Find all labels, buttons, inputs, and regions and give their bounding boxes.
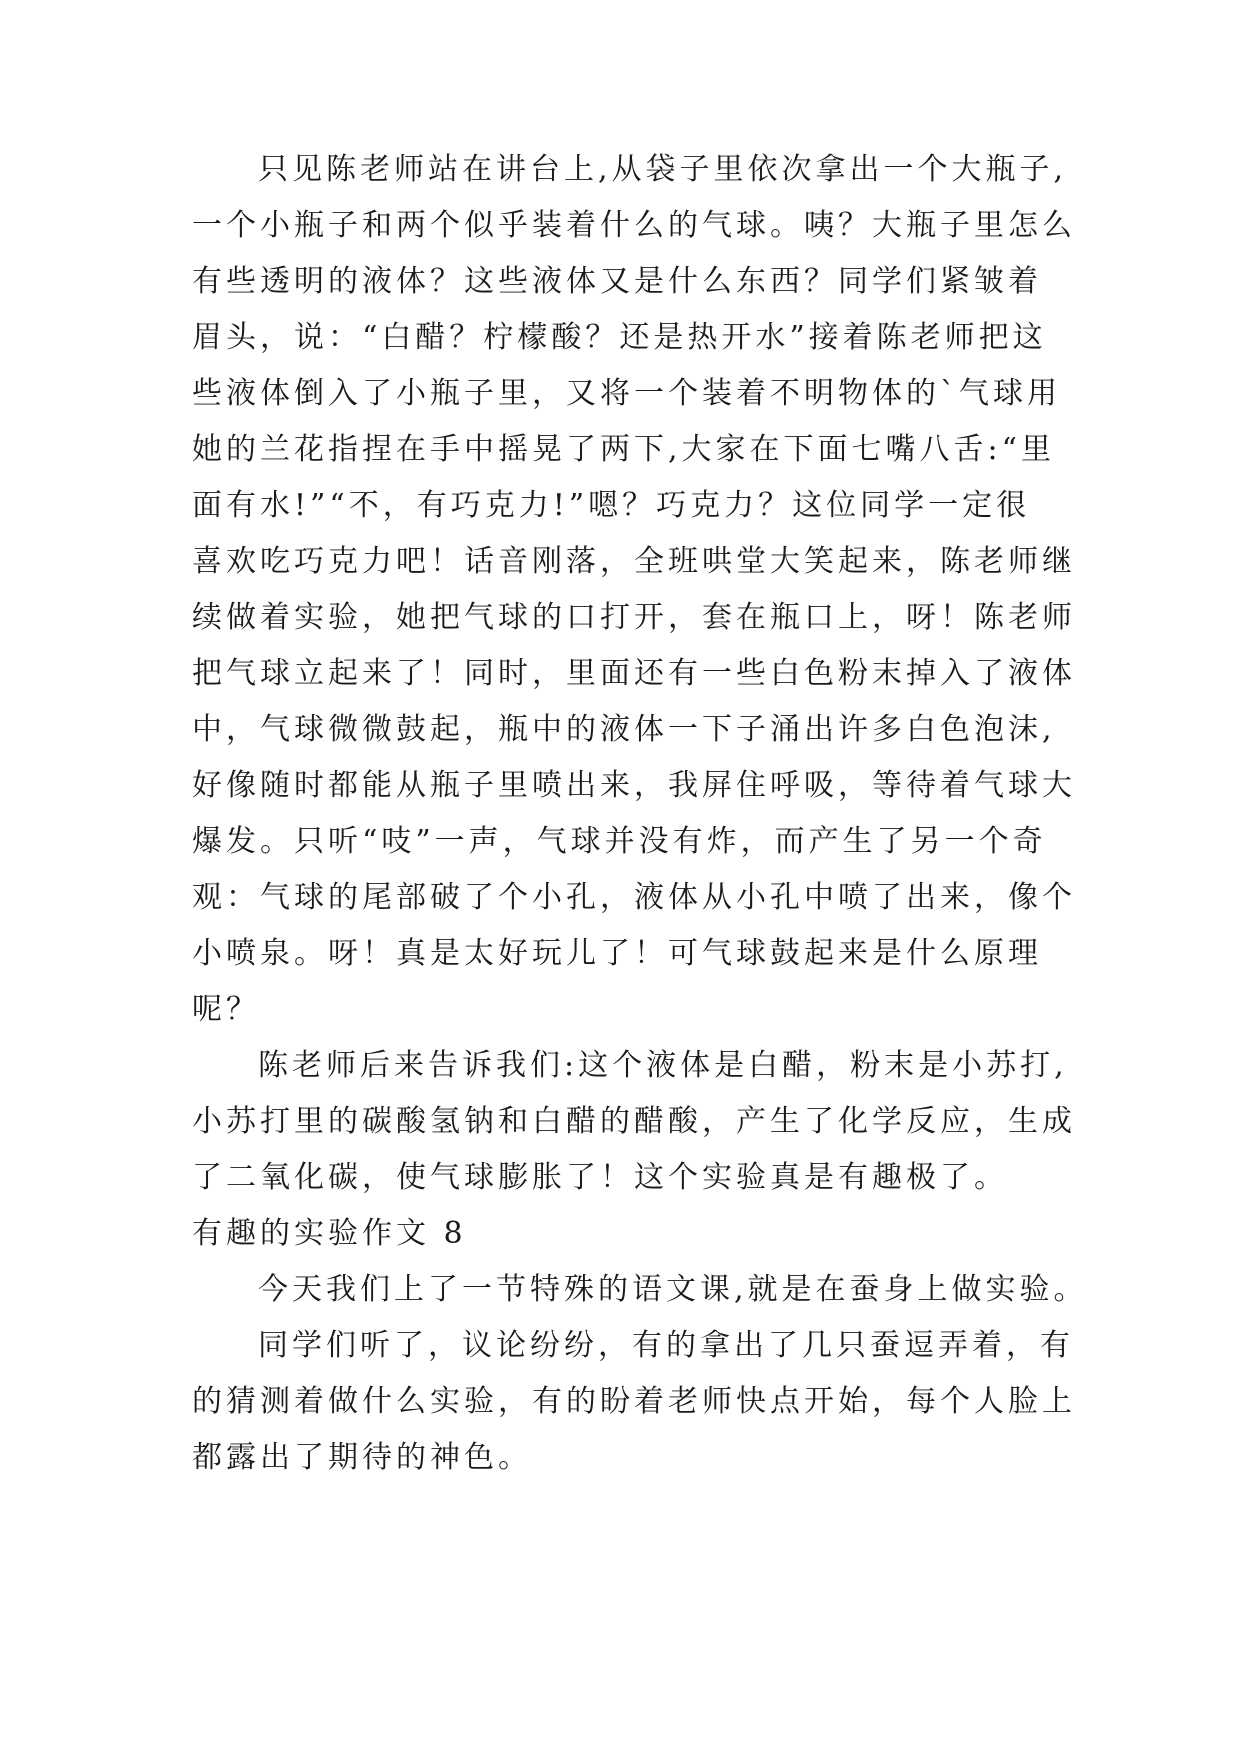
paragraph-1-line-15: 小喷泉。呀！真是太好玩儿了！可气球鼓起来是什么原理 (192, 936, 1042, 971)
paragraph-2-line-1: 陈老师后来告诉我们:这个液体是白醋，粉末是小苏打, (258, 1048, 1068, 1083)
paragraph-1-line-12: 好像随时都能从瓶子里喷出来，我屏住呼吸，等待着气球大 (192, 768, 1076, 803)
paragraph-3-line-1: 今天我们上了一节特殊的语文课,就是在蚕身上做实验。 (258, 1272, 1088, 1307)
paragraph-1-line-4: 眉头，说：“白醋？柠檬酸？还是热开水”接着陈老师把这 (192, 320, 1047, 355)
paragraph-1-line-14: 观：气球的尾部破了个小孔，液体从小孔中喷了出来，像个 (192, 880, 1076, 915)
paragraph-2-line-2: 小苏打里的碳酸氢钠和白醋的醋酸，产生了化学反应，生成 (192, 1104, 1076, 1139)
paragraph-1-line-8: 喜欢吃巧克力吧！话音刚落，全班哄堂大笑起来，陈老师继 (192, 544, 1076, 579)
paragraph-1-line-9: 续做着实验，她把气球的口打开，套在瓶口上，呀！陈老师 (192, 600, 1076, 635)
section-heading: 有趣的实验作文 8 (192, 1216, 467, 1251)
paragraph-1-line-13: 爆发。只听“吱”一声，气球并没有炸，而产生了另一个奇 (192, 824, 1047, 859)
paragraph-4-line-2: 的猜测着做什么实验，有的盼着老师快点开始，每个人脸上 (192, 1384, 1076, 1419)
paragraph-1-line-3: 有些透明的液体？这些液体又是什么东西？同学们紧皱着 (192, 264, 1042, 299)
paragraph-1-line-11: 中，气球微微鼓起，瓶中的液体一下子涌出许多白色泡沫, (192, 712, 1056, 747)
paragraph-2-line-3: 了二氧化碳，使气球膨胀了！这个实验真是有趣极了。 (192, 1160, 1008, 1195)
paragraph-4-line-1: 同学们听了，议论纷纷，有的拿出了几只蚕逗弄着，有 (258, 1328, 1074, 1363)
paragraph-1-line-7: 面有水!”“不，有巧克力!”嗯？巧克力？这位同学一定很 (192, 488, 1031, 523)
paragraph-4-line-3: 都露出了期待的神色。 (192, 1440, 532, 1475)
paragraph-1-line-1: 只见陈老师站在讲台上,从袋子里依次拿出一个大瓶子, (258, 152, 1068, 187)
paragraph-1-line-2: 一个小瓶子和两个似乎装着什么的气球。咦？大瓶子里怎么 (192, 208, 1076, 243)
paragraph-1-line-16: 呢？ (192, 992, 260, 1027)
paragraph-1-line-10: 把气球立起来了！同时，里面还有一些白色粉末掉入了液体 (192, 656, 1076, 691)
paragraph-1-line-5: 些液体倒入了小瓶子里，又将一个装着不明物体的`气球用 (192, 376, 1061, 411)
paragraph-1-line-6: 她的兰花指捏在手中摇晃了两下,大家在下面七嘴八舌:“里 (192, 432, 1055, 467)
